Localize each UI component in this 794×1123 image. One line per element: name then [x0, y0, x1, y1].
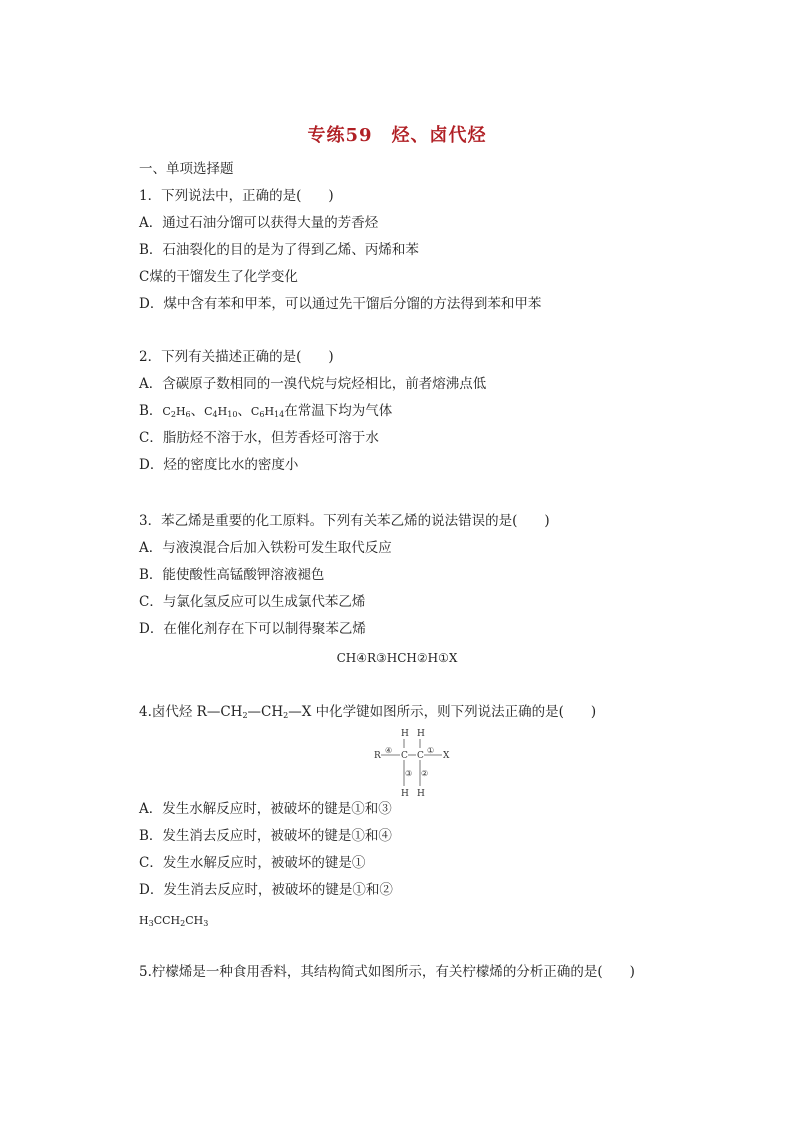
- q5-stem: 5.柠檬烯是一种食用香料，其结构简式如图所示，有关柠檬烯的分析正确的是( ): [139, 964, 635, 980]
- q2-option-a: A．含碳原子数相同的一溴代烷与烷烃相比，前者熔沸点低: [139, 376, 487, 392]
- atom-c2: C: [417, 751, 424, 761]
- atom-h-bottom-2: H: [417, 789, 425, 799]
- q4-option-d: D．发生消去反应时，被破坏的键是①和②: [139, 882, 393, 898]
- bond-label-text: CH④R③HCH②H①X: [336, 651, 458, 665]
- q2-option-b: B．$C_2H_6$、$C_4H_{10}$、$C_6H_{14}$在常温下均为气体: [139, 403, 393, 419]
- bond-structure-diagram: [360, 724, 460, 802]
- q2-option-c: C．脂肪烃不溶于水，但芳香烃可溶于水: [139, 430, 379, 446]
- formula-c2h6: $C_2H_6$: [162, 405, 191, 419]
- bond-label-3: ③: [405, 769, 413, 778]
- q2-stem: 2．下列有关描述正确的是( ): [139, 349, 334, 365]
- q3-option-a: A．与液溴混合后加入铁粉可发生取代反应: [139, 540, 392, 556]
- q1-option-b: B．石油裂化的目的是为了得到乙烯、丙烯和苯: [139, 242, 419, 258]
- q4-option-a: A．发生水解反应时，被破坏的键是①和③: [139, 801, 392, 817]
- bond-label-2: ②: [421, 769, 429, 778]
- section-heading: 一、单项选择题: [139, 161, 234, 177]
- q1-option-d: D．煤中含有苯和甲苯，可以通过先干馏后分馏的方法得到苯和甲苯: [139, 296, 542, 312]
- q3-option-b: B．能使酸性高锰酸钾溶液褪色: [139, 567, 325, 583]
- q2-option-d: D．烃的密度比水的密度小: [139, 457, 299, 473]
- q4-option-b: B．发生消去反应时，被破坏的键是①和④: [139, 828, 392, 844]
- formula-c4h10: $C_4H_{10}$: [204, 405, 238, 419]
- q1-option-c: C煤的干馏发生了化学变化: [139, 269, 298, 285]
- structure-formula-text: $H_3CCH_2CH_3$: [139, 914, 209, 928]
- q2-b-suffix: 在常温下均为气体: [284, 403, 393, 419]
- q4-option-c: C．发生水解反应时，被破坏的键是①: [139, 855, 366, 871]
- q4-stem: 4.卤代烃 $R—CH_2—CH_2—X$ 中化学键如图所示，则下列说法正确的是( ): [139, 704, 597, 720]
- atom-h-top-2: H: [417, 729, 425, 739]
- formula-c6h14: $C_6H_{14}$: [250, 405, 285, 419]
- atom-r: R: [374, 751, 381, 761]
- q1-option-a: A．通过石油分馏可以获得大量的芳香烃: [139, 215, 379, 231]
- q1-stem: 1．下列说法中，正确的是( ): [139, 188, 334, 204]
- q3-option-c: C．与氯化氢反应可以生成氯代苯乙烯: [139, 594, 366, 610]
- atom-c1: C: [401, 751, 408, 761]
- bond-label-1: ①: [427, 746, 435, 755]
- bond-label-4: ④: [385, 746, 393, 755]
- atom-x: X: [443, 751, 450, 761]
- q3-stem: 3．苯乙烯是重要的化工原料。下列有关苯乙烯的说法错误的是( ): [139, 513, 550, 529]
- atom-h-top-1: H: [401, 729, 409, 739]
- q3-option-d: D．在催化剂存在下可以制得聚苯乙烯: [139, 621, 366, 637]
- atom-h-bottom-1: H: [401, 789, 409, 799]
- q2-b-prefix: B．: [139, 403, 163, 419]
- document-title: 专练59 烃、卤代烃: [307, 125, 487, 146]
